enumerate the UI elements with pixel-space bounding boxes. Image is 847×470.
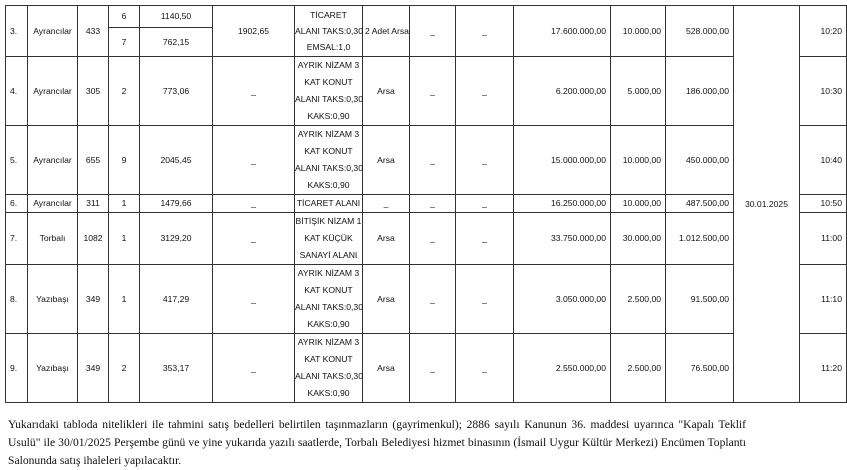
ada-cell: 311 — [78, 195, 109, 213]
imar-line: ALANI TAKS:0,30 — [295, 302, 363, 312]
teminat-cell: 5.000,00 — [611, 57, 666, 126]
imar-line: KAT KÜÇÜK — [304, 233, 353, 243]
teminat-cell: 10.000,00 — [611, 195, 666, 213]
imar-cell — [295, 6, 363, 57]
saat-cell: 10:40 — [800, 126, 847, 195]
bedel-cell: 6.200.000,00 — [514, 57, 611, 126]
row-no: 9. — [6, 334, 28, 403]
teminat-cell: 30.000,00 — [611, 213, 666, 265]
nitelik-cell: Arsa — [363, 57, 410, 126]
mahalle-cell: Yazıbaşı — [28, 334, 78, 403]
empty-cell: _ — [456, 213, 514, 265]
toplam-cell: _ — [213, 57, 295, 126]
empty-cell: _ — [410, 334, 456, 403]
bedel-cell: 3.050.000,00 — [514, 265, 611, 334]
bedel-cell: 16.250.000,00 — [514, 195, 611, 213]
imar-line: SANAYİ ALANI — [299, 250, 358, 260]
table-row — [6, 213, 847, 265]
imar-cell — [295, 213, 363, 265]
mahalle-cell: Torbalı — [28, 213, 78, 265]
imar-line: AYRIK NİZAM 3 — [297, 268, 360, 278]
nitelik-cell: Arsa — [363, 213, 410, 265]
table-row — [6, 195, 847, 213]
kdv-cell: 487.500,00 — [666, 195, 734, 213]
parsel-cell: 9 — [109, 126, 140, 195]
empty-cell: _ — [456, 265, 514, 334]
saat-cell: 11:00 — [800, 213, 847, 265]
imar-cell — [295, 195, 363, 213]
nitelik-cell: _ — [363, 195, 410, 213]
empty-cell: _ — [410, 213, 456, 265]
bedel-cell: 17.600.000,00 — [514, 6, 611, 57]
toplam-cell: 1902,65 — [213, 6, 295, 57]
row-no: 8. — [6, 265, 28, 334]
empty-cell: _ — [456, 195, 514, 213]
parsel-cell: 6 — [109, 6, 140, 28]
mahalle-cell: Yazıbaşı — [28, 265, 78, 334]
imar-line: ALANI TAKS:0,30 — [295, 163, 363, 173]
ada-cell: 655 — [78, 126, 109, 195]
alan-cell: 417,29 — [140, 265, 213, 334]
teminat-cell: 2.500,00 — [611, 334, 666, 403]
imar-line: KAT KONUT — [304, 77, 353, 87]
kdv-cell: 186.000,00 — [666, 57, 734, 126]
imar-line: KAT KONUT — [304, 285, 353, 295]
kdv-cell: 450.000,00 — [666, 126, 734, 195]
saat-cell: 10:30 — [800, 57, 847, 126]
table-row — [6, 265, 847, 334]
imar-line: TİCARET ALANI — [296, 198, 361, 208]
imar-line: KAKS:0,90 — [307, 111, 350, 121]
alan-cell: 1140,50 — [140, 6, 213, 28]
imar-line: AYRIK NİZAM 3 — [297, 129, 360, 139]
kdv-cell: 91.500,00 — [666, 265, 734, 334]
empty-cell: _ — [410, 126, 456, 195]
teminat-cell: 2.500,00 — [611, 265, 666, 334]
imar-line: KAT KONUT — [304, 354, 353, 364]
footer-paragraph: Yukarıdaki tabloda nitelikleri ile tahmini satış bedelleri belirtilen taşınmazların (gayrimenkul); 2886 sayılı Kanunun 36. maddesi uyarınca "Kapalı Teklif Usulü" ile 30/01/2025 Perşembe günü ve yine yukarıda yazılı saatlerde, Torbalı Belediyesi hizmet binasının (İsmail Uygur Kültür Merkezi) Encümen Toplantı Salonunda satış ihaleleri yapılacaktır. — [8, 417, 746, 467]
alan-cell: 773,06 — [140, 57, 213, 126]
date-cell: 30.01.2025 — [734, 6, 800, 403]
imar-line: KAKS:0,90 — [307, 180, 350, 190]
table-row — [6, 334, 847, 403]
saat-cell: 10:20 — [800, 6, 847, 57]
parsel-cell: 1 — [109, 265, 140, 334]
ada-cell: 1082 — [78, 213, 109, 265]
imar-cell — [295, 334, 363, 403]
saat-cell: 11:10 — [800, 265, 847, 334]
row-no: 4. — [6, 57, 28, 126]
toplam-cell: _ — [213, 265, 295, 334]
teminat-cell: 10.000,00 — [611, 126, 666, 195]
alan-cell: 353,17 — [140, 334, 213, 403]
alan-cell: 2045,45 — [140, 126, 213, 195]
teminat-cell: 10.000,00 — [611, 6, 666, 57]
imar-cell — [295, 126, 363, 195]
imar-line: TİCARET — [310, 10, 347, 20]
imar-line: KAT KONUT — [304, 146, 353, 156]
row-no: 7. — [6, 213, 28, 265]
mahalle-cell: Ayrancılar — [28, 6, 78, 57]
imar-line: KAKS:0,90 — [307, 319, 350, 329]
kdv-cell: 528.000,00 — [666, 6, 734, 57]
toplam-cell: _ — [213, 195, 295, 213]
imar-line: ALANI TAKS:0,30 — [295, 94, 363, 104]
bedel-cell: 33.750.000,00 — [514, 213, 611, 265]
mahalle-cell: Ayrancılar — [28, 57, 78, 126]
mahalle-cell: Ayrancılar — [28, 195, 78, 213]
imar-line: KAKS:0,90 — [307, 388, 350, 398]
nitelik-cell: Arsa — [363, 265, 410, 334]
imar-line: ALANI TAKS:0,30 — [295, 26, 363, 36]
empty-cell: _ — [456, 334, 514, 403]
nitelik-cell: Arsa — [363, 126, 410, 195]
alan-cell: 3129,20 — [140, 213, 213, 265]
toplam-cell: _ — [213, 126, 295, 195]
parsel-cell: 7 — [109, 28, 140, 57]
imar-line: ALANI TAKS:0,30 — [295, 371, 363, 381]
bedel-cell: 2.550.000,00 — [514, 334, 611, 403]
imar-line: EMSAL:1,0 — [306, 42, 351, 52]
parsel-cell: 2 — [109, 57, 140, 126]
row-no: 5. — [6, 126, 28, 195]
alan-cell: 762,15 — [140, 28, 213, 57]
imar-cell — [295, 265, 363, 334]
empty-cell: _ — [456, 57, 514, 126]
parsel-cell: 1 — [109, 195, 140, 213]
empty-cell: _ — [456, 126, 514, 195]
toplam-cell: _ — [213, 334, 295, 403]
bedel-cell: 15.000.000,00 — [514, 126, 611, 195]
parsel-cell: 1 — [109, 213, 140, 265]
row-no: 6. — [6, 195, 28, 213]
kdv-cell: 76.500,00 — [666, 334, 734, 403]
kdv-cell: 1.012.500,00 — [666, 213, 734, 265]
empty-cell: _ — [456, 6, 514, 57]
alan-cell: 1479,66 — [140, 195, 213, 213]
ada-cell: 349 — [78, 334, 109, 403]
ada-cell: 349 — [78, 265, 109, 334]
nitelik-cell: Arsa — [363, 334, 410, 403]
imar-line: AYRIK NİZAM 3 — [297, 60, 360, 70]
ada-cell: 305 — [78, 57, 109, 126]
auction-table — [5, 5, 847, 403]
mahalle-cell: Ayrancılar — [28, 126, 78, 195]
imar-line: BİTİŞİK NİZAM 1 — [295, 216, 362, 226]
table-row — [6, 126, 847, 195]
empty-cell: _ — [410, 57, 456, 126]
ada-cell: 433 — [78, 6, 109, 57]
imar-cell — [295, 57, 363, 126]
parsel-cell: 2 — [109, 334, 140, 403]
empty-cell: _ — [410, 6, 456, 57]
table-row — [6, 57, 847, 126]
saat-cell: 10:50 — [800, 195, 847, 213]
row-no: 3. — [6, 6, 28, 57]
nitelik-cell: 2 Adet Arsa — [363, 6, 410, 57]
toplam-cell: _ — [213, 213, 295, 265]
imar-line: AYRIK NİZAM 3 — [297, 337, 360, 347]
table-row — [6, 6, 847, 28]
empty-cell: _ — [410, 265, 456, 334]
empty-cell: _ — [410, 195, 456, 213]
saat-cell: 11:20 — [800, 334, 847, 403]
